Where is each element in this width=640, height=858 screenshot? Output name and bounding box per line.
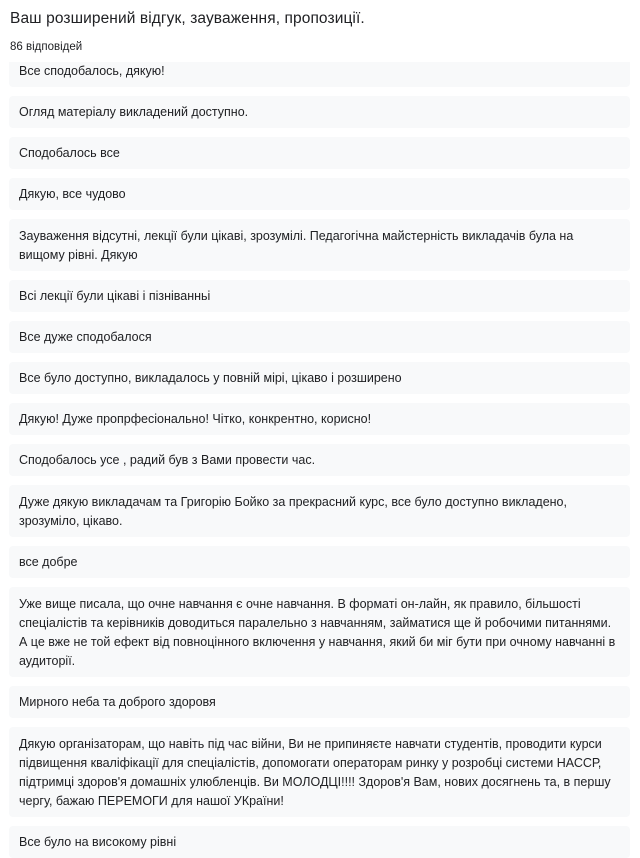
response-text: Все було доступно, викладалось у повній мірі, цікаво і розширено xyxy=(19,371,402,385)
response-item xyxy=(9,219,630,271)
response-text: Уже вище писала, що очне навчання є очне навчання. В форматі он-лайн, як правило, більшості спеціалістів та керівників доводиться паралельно з навчанням, займатися ще й робочими питаннями. А це вже не той ефект від повноцінного включення у навчання, який би міг бути при очному навчанні в аудиторії. xyxy=(19,597,616,668)
response-text: Сподобалось усе , радий був з Вами провести час. xyxy=(19,453,316,467)
response-text: Дякую! Дуже пропрфесіонально! Чітко, конкрентно, корисно! xyxy=(19,412,372,426)
response-text: Дякую, все чудово xyxy=(19,187,126,201)
question-title: Ваш розширений відгук, зауваження, пропозиції. xyxy=(10,10,365,27)
response-item xyxy=(9,62,630,87)
response-item xyxy=(9,178,630,210)
response-item xyxy=(9,362,630,394)
response-text: Сподобалось все xyxy=(19,146,120,160)
response-text: Зауваження відсутні, лекції були цікаві, зрозумілі. Педагогічна майстерність викладачів була на вищому рівні. Дякую xyxy=(19,229,574,262)
response-item xyxy=(9,403,630,435)
response-text: Дякую організаторам, що навіть під час війни, Ви не припиняєте навчати студентів, проводити курси підвищення кваліфікації для спеціалістів, допомогати операторам ринку у розробці системи НАССР, підтримці здоров'я домашніх улюбленців. Ви МОЛОДЦІ!!!! Здоров'я Вам, нових досягнень та, в першу чергу, бажаю ПЕРЕМОГИ для нашої УКраїни! xyxy=(19,737,611,808)
response-item xyxy=(9,321,630,353)
response-text: Все сподобалось, дякую! xyxy=(19,64,165,78)
response-item xyxy=(9,826,630,858)
response-text: Всі лекції були цікаві і пізніванньі xyxy=(19,289,211,303)
response-item xyxy=(9,546,630,578)
response-text: Дуже дякую викладачам та Григорію Бойко за прекрасний курс, все було доступно викладено, зрозуміло, цікаво. xyxy=(19,495,567,528)
response-item xyxy=(9,686,630,718)
response-item xyxy=(9,137,630,169)
response-text: Все дуже сподобалося xyxy=(19,330,152,344)
response-item xyxy=(9,96,630,128)
response-text: Мирного неба та доброго здоровя xyxy=(19,695,216,709)
response-text: Огляд матеріалу викладений доступно. xyxy=(19,105,249,119)
response-count: 86 відповідей xyxy=(10,41,83,53)
response-text: Все було на високому рівні xyxy=(19,835,177,849)
response-list[interactable] xyxy=(4,62,630,858)
response-item xyxy=(9,485,630,537)
response-item xyxy=(9,587,630,677)
response-item xyxy=(9,727,630,817)
response-text: все добре xyxy=(19,555,78,569)
response-item xyxy=(9,444,630,476)
response-item xyxy=(9,280,630,312)
